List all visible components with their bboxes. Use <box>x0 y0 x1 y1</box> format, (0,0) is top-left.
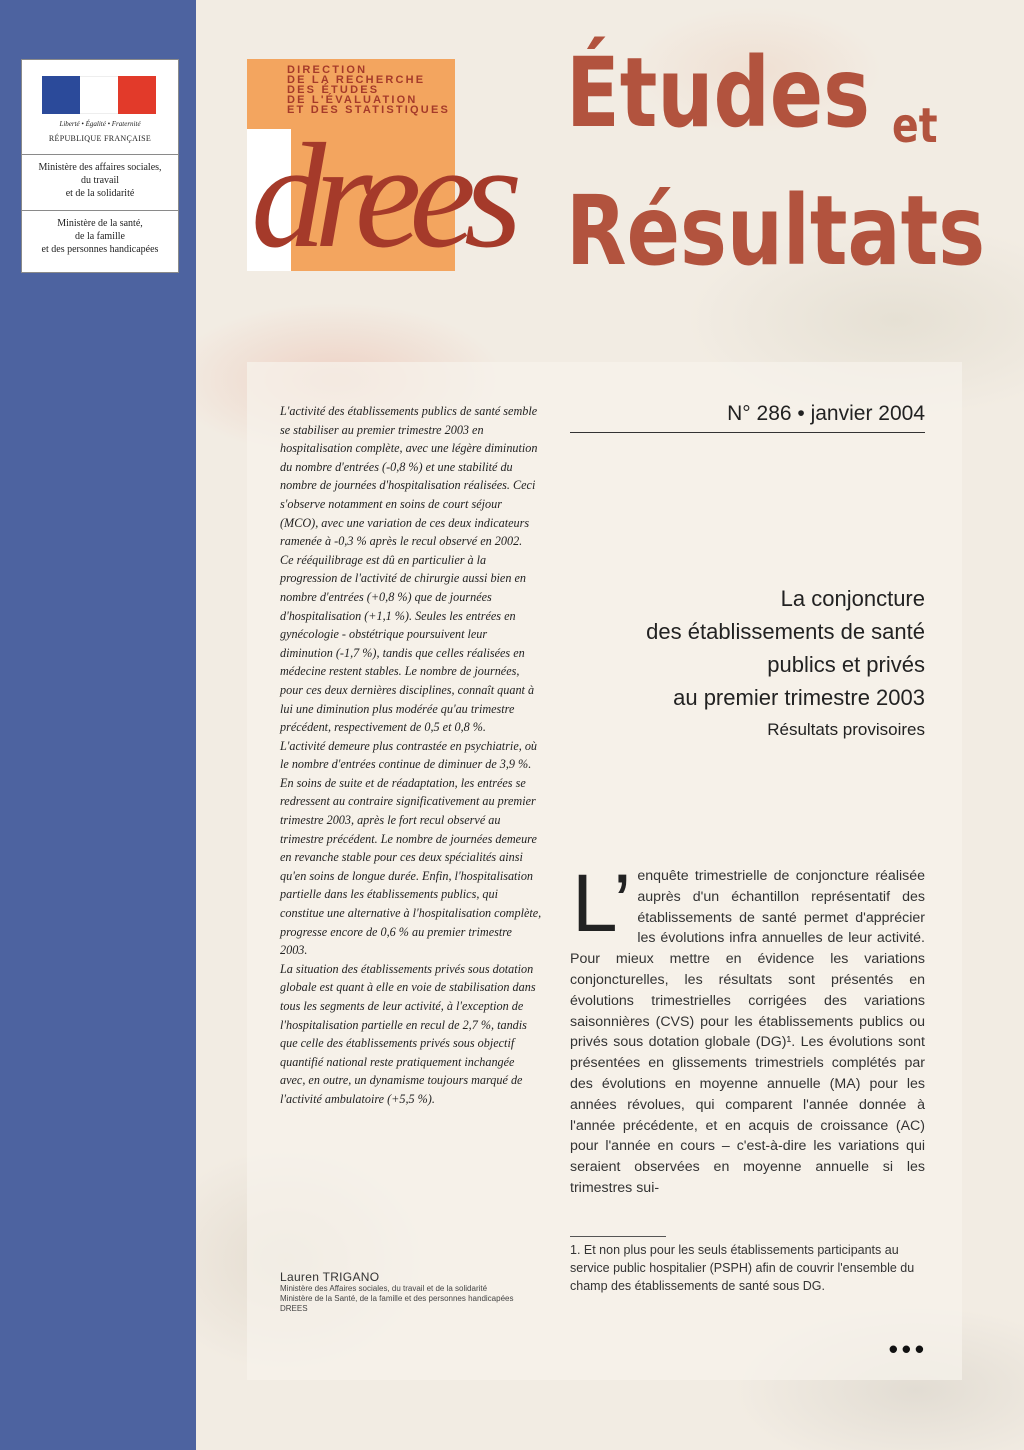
ministry-logo-block <box>21 59 179 273</box>
drees-heading-line: DIRECTION <box>287 64 368 76</box>
drees-heading-line: DE LA RECHERCHE <box>287 74 426 86</box>
ministry-line: et de la solidarité <box>65 188 135 199</box>
author-name: Lauren TRIGANO <box>280 1270 380 1284</box>
author-block <box>280 1270 570 1314</box>
continuation-dots-icon: ••• <box>888 1334 928 1364</box>
body-text <box>570 858 925 1199</box>
drees-heading-line: DE L'ÉVALUATION <box>287 94 418 106</box>
author-affiliation: DREES <box>280 1304 308 1313</box>
ministry-line: du travail <box>80 175 120 186</box>
abstract-paragraph: La situation des établissements privés sous dotation globale est quant à elle en voie de stabilisation dans tous les segments de leur activité, à l'exception de l'hospitalisation partielle en recul de 2,7 %, tandis que celle des établissements privés sous objectif quantifié national reste pratiquement inchangée avec, en outre, un dynamisme toujours marqué de l'activité ambulatoire (+5,5 %). <box>280 961 536 1106</box>
footnote-divider <box>570 1236 666 1237</box>
ministry-health <box>22 211 178 256</box>
title-line-resultats: Résultats <box>566 175 986 287</box>
abstract-paragraph: L'activité demeure plus contrastée en psychiatrie, où le nombre d'entrées continue de diminuer de 3,9 %. En soins de suite et de réadaptation, les entrées se redressent au contraire significativement au premier trimestre 2003, après le fort recul observé au trimestre précédent. Le nombre de journées demeure en revanche stable pour ces deux spécialités ainsi qu'en soins de longue durée. Enfin, l'hospitalisation partielle dans les établissements publics, qui constitue une alternative à l'hospitalisation complète, progresse encore de 0,6 % au premier trimestre 2003. <box>280 738 542 958</box>
headline <box>570 582 925 714</box>
marianne-flag-icon <box>42 76 156 114</box>
ministry-line: Ministère de la santé, <box>57 218 143 229</box>
title-line-etudes: Études <box>566 37 871 149</box>
drees-wordmark: drees <box>251 113 511 279</box>
footnote: 1. Et non plus pour les seuls établissements participants au service public hospitalier (PSPH) afin de couvrir l'ensemble du champ des établissements de santé sous DG. <box>570 1243 915 1293</box>
ministry-line: Ministère des affaires sociales, <box>38 162 162 173</box>
abstract-paragraph: Ce rééquilibrage est dû en particulier à la progression de l'activité de chirurgie aussi bien en nombre d'entrées (+0,8 %) que de journées d'hospitalisation (+1,1 %). Seules les entrées en gynécologie - obstétrique poursuivent leur diminution (-1,7 %), tandis que celles réalisées en médecine restent stables. Le nombre de journées, pour ces deux dernières disciplines, connaît quant à lui une diminution plus modérée qu'au trimestre précédent, respectivement de 0,5 et 0,8 %. <box>280 552 535 735</box>
ministry-line: de la famille <box>75 231 125 242</box>
headline-line: au premier trimestre 2003 <box>673 685 925 710</box>
author-affiliation: Ministère de la Santé, de la famille et des personnes handicapées <box>280 1294 514 1303</box>
headline-line: La conjoncture <box>780 586 925 611</box>
headline-subtitle: Résultats provisoires <box>767 720 925 739</box>
republic-name: RÉPUBLIQUE FRANÇAISE <box>48 134 152 143</box>
drees-heading-line: DES ÉTUDES <box>287 84 380 96</box>
drees-heading <box>287 65 451 115</box>
republique-francaise-logo <box>22 60 178 155</box>
drop-cap: L’ <box>572 858 632 949</box>
abstract <box>280 402 542 1109</box>
abstract-paragraph: L'activité des établissements publics de santé semble se stabiliser au premier trimestre 2003 en hospitalisation complète, avec une légère diminution du nombre d'entrées (-0,8 %) et une stabilité du nombre de journées d'hospitalisation réalisées. Ceci s'observe notamment en soins de court séjour (MCO), avec une variation de ces deux indicateurs ramenée à -0,3 % après le recul observé en 2002. <box>280 404 538 549</box>
drees-logo <box>247 59 511 279</box>
title-connector: et <box>892 98 938 154</box>
author-affiliation: Ministère des Affaires sociales, du travail et de la solidarité <box>280 1284 488 1293</box>
republic-motto: Liberté • Égalité • Fraternité <box>59 120 141 128</box>
issue-number: N° 286 • janvier 2004 <box>570 402 925 433</box>
ministry-social-affairs <box>22 155 178 211</box>
drees-heading-line: ET DES STATISTIQUES <box>287 104 451 116</box>
headline-line: publics et privés <box>767 652 925 677</box>
body-paragraph: enquête trimestrielle de conjoncture réalisée auprès d'un échantillon représentatif des établissements de santé permet d'apprécier les évolutions infra annuelles de leur activité. Pour mieux mettre en évidence les variations conjoncturelles, les résultats sont présentés en évolutions trimestrielles corrigées des variations saisonnières (CVS) pour les établissements publics ou privés sous dotation globale (DG)¹. Les évolutions sont présentées en glissements trimestriels complétés par des évolutions en moyenne annuelle (MA) pour les années révolues, qui comparent l'année donnée à l'année précédente, et en acquis de croissance (AC) pour l'année en cours – c'est-à-dire les variations qui seraient observées en moyenne annuelle si les trimestres sui- <box>570 868 925 1196</box>
ministry-line: et des personnes handicapées <box>41 244 159 255</box>
headline-line: des établissements de santé <box>646 619 925 644</box>
